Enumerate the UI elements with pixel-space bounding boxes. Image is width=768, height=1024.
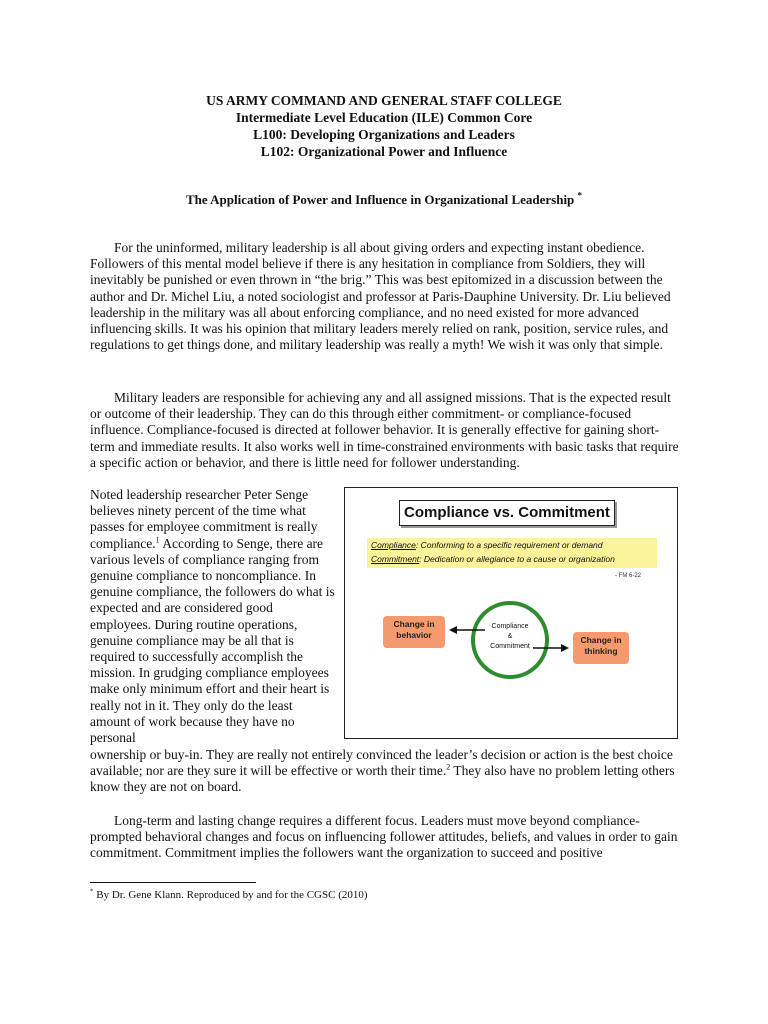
paragraph-4-text: Long-term and lasting change requires a different focus. Leaders must move beyond compliance-prompted behavioral changes and focus on influencing follower attitudes, beliefs, and values in order to gain commitment. Commitment implies the followers want the organization to succeed and positive — [90, 813, 678, 861]
figure-source: - FM 6-22 — [614, 573, 641, 579]
header-line-1: US ARMY COMMAND AND GENERAL STAFF COLLEGE — [206, 93, 562, 108]
paragraph-2 — [90, 390, 680, 471]
footnote-divider — [90, 882, 256, 883]
arrow-left-head — [449, 626, 457, 634]
paragraph-3-continued — [90, 747, 680, 796]
paragraph-3-part-3: ownership or buy-in. They are really not entirely convinced the leader’s decision or action is the best choice available; nor are they sure it will be effective or worth their time. — [90, 747, 673, 779]
definition-commitment — [371, 552, 657, 566]
definition-compliance-text: : Conforming to a specific requirement or demand — [415, 540, 603, 550]
circle-label-line-3: Commitment — [490, 643, 530, 650]
change-in-thinking-node: Change in thinking — [573, 632, 629, 664]
paragraph-1-text: For the uninformed, military leadership is all about giving orders and expecting instant obedience. Followers of this mental model believe if there is any hesitation in compliance from Soldiers, they will inevitably be punished or even thrown in “the brig.” This was best epitomized in a discussion between the author and Dr. Michel Liu, a noted sociologist and professor at Paris-Dauphine University. Dr. Liu believed leadership in the military was all about enforcing compliance, and no need existed for more advanced influencing skills. It was his opinion that military leaders merely relied on rank, position, service rules, and regulations to get things done, and military leadership was really a myth! We wish it was only that simple. — [90, 240, 671, 353]
figure-title: Compliance vs. Commitment — [399, 500, 615, 526]
title-footnote-marker: * — [577, 190, 583, 201]
change-in-behavior-node: Change in behavior — [383, 616, 445, 648]
definitions-box — [367, 538, 657, 568]
paragraph-3-part-1: Noted leadership researcher Peter Senge believes ninety percent of the time what passes for employee commitment is really compliance. — [90, 487, 318, 551]
definition-commitment-term: Commitment — [371, 554, 420, 564]
header-line-3: L100: Developing Organizations and Leaders — [253, 127, 515, 142]
document-header — [0, 92, 768, 160]
footnote-text: By Dr. Gene Klann. Reproduced by and for the CGSC (2010) — [93, 889, 368, 901]
header-line-4: L102: Organizational Power and Influence — [260, 144, 508, 159]
paragraph-4 — [90, 813, 680, 862]
endnote-ref-1: 1 — [155, 535, 160, 545]
compliance-commitment-figure — [344, 487, 678, 739]
definition-compliance-term: Compliance — [371, 540, 416, 550]
paragraph-3-part-4: They also have no problem letting others know they are not on board. — [90, 763, 675, 795]
circle-label-line-2: & — [507, 633, 513, 640]
definition-compliance — [371, 538, 657, 552]
header-line-2: Intermediate Level Education (ILE) Common Core — [235, 110, 533, 125]
paragraph-3-part-2: According to Senge, there are various levels of compliance ranging from genuine compliance to noncompliance. In genuine compliance, the followers do what is expected and are considered good employees. During routine operations, genuine compliance may be all that is required to successfully accomplish the mission. In grudging compliance employees make only minimum effort and their heart is really not in it. They only do the least amount of work because they have no personal — [90, 535, 335, 746]
paragraph-1 — [90, 240, 680, 353]
title-text: The Application of Power and Influence in Organizational Leadership — [185, 192, 575, 207]
definition-commitment-text: : Dedication or allegiance to a cause or organization — [419, 554, 615, 564]
endnote-ref-2: 2 — [446, 762, 451, 772]
circle-label-line-1: Compliance — [491, 623, 529, 630]
footnote-marker: * — [90, 887, 94, 896]
paragraph-2-text: Military leaders are responsible for achieving any and all assigned missions. That is the expected result or outcome of their leadership. They can do this through either commitment- or compliance-focused influence. Compliance-focused is directed at follower behavior. It is generally effective for gaining short-term and immediate results. It also works well in time-constrained environments with basic tasks that require a specific action or behavior, and there is little need for follower understanding. — [90, 390, 679, 470]
paper-title — [0, 192, 768, 208]
footnote — [90, 889, 368, 901]
paragraph-3-wrapped — [90, 487, 335, 746]
arrow-right-head — [561, 644, 569, 652]
circle-label — [477, 622, 543, 652]
